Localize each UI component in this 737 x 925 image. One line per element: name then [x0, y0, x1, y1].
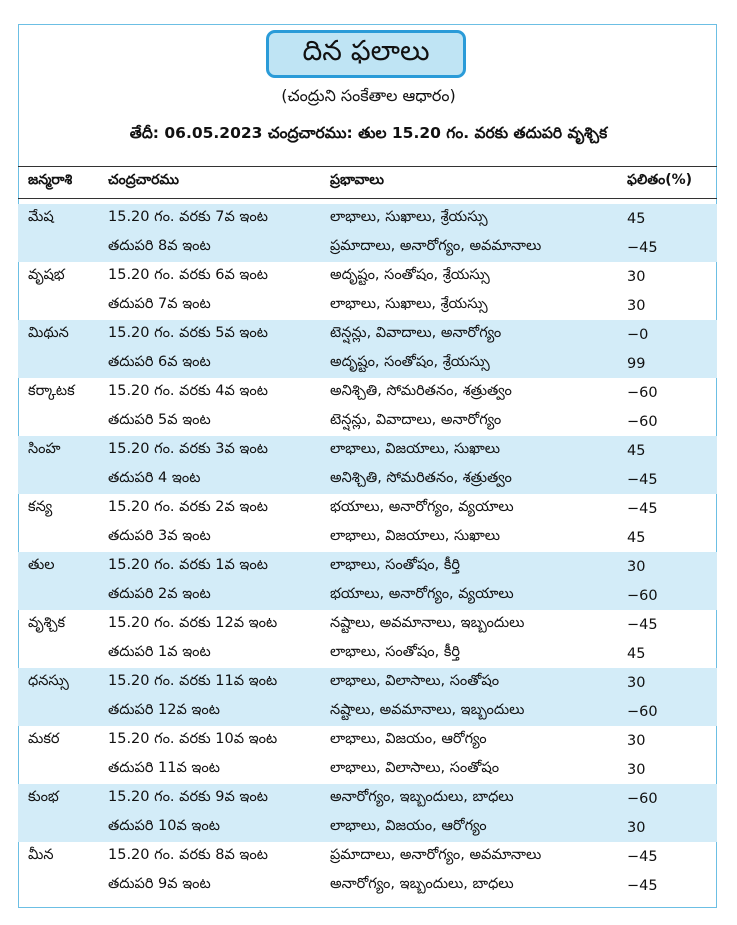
- table-top-rule: [18, 166, 717, 167]
- rasi-name: తుల: [28, 556, 55, 573]
- table-row: [18, 726, 717, 784]
- effects-text: లాభాలు, విజయాలు, సుఖాలు: [330, 440, 501, 457]
- effects-text: అనిశ్చితి, సోమరితనం, శత్రుత్వం: [330, 469, 512, 486]
- result-percent: −45: [627, 500, 658, 517]
- result-percent: 30: [627, 558, 646, 575]
- effects-text: అనిశ్చితి, సోమరితనం, శత్రుత్వం: [330, 382, 512, 399]
- chandra-position: 15.20 గం. వరకు 3వ ఇంట: [108, 440, 268, 457]
- row-line-first: [18, 494, 717, 523]
- effects-text: లాభాలు, సంతోషం, కీర్తి: [330, 556, 460, 573]
- row-line-second: [18, 233, 717, 262]
- result-percent: −60: [627, 413, 658, 430]
- result-percent: −45: [627, 239, 658, 256]
- chandra-position: తదుపరి 2వ ఇంట: [108, 585, 211, 602]
- header-prabhava: ప్రభావాలు: [330, 172, 384, 188]
- header-chandra: చంద్రచారము: [108, 172, 180, 188]
- effects-text: ప్రమాదాలు, అనారోగ్యం, అవమానాలు: [330, 237, 542, 254]
- rasi-name: కుంభ: [28, 788, 59, 805]
- rasi-name: మీన: [28, 846, 54, 863]
- effects-text: అదృష్టం, సంతోషం, శ్రేయస్సు: [330, 353, 490, 370]
- row-line-second: [18, 871, 717, 900]
- table-row: [18, 378, 717, 436]
- chandra-position: 15.20 గం. వరకు 11వ ఇంట: [108, 672, 278, 689]
- chandra-position: తదుపరి 3వ ఇంట: [108, 527, 211, 544]
- result-percent: 30: [627, 819, 646, 836]
- result-percent: 45: [627, 210, 646, 227]
- chandra-position: 15.20 గం. వరకు 7వ ఇంట: [108, 208, 268, 225]
- row-line-second: [18, 813, 717, 842]
- effects-text: అదృష్టం, సంతోషం, శ్రేయస్సు: [330, 266, 490, 283]
- row-line-second: [18, 697, 717, 726]
- result-percent: −60: [627, 384, 658, 401]
- effects-text: భయాలు, అనారోగ్యం, వ్యయాలు: [330, 498, 514, 515]
- row-line-first: [18, 842, 717, 871]
- chandra-position: తదుపరి 8వ ఇంట: [108, 237, 211, 254]
- table-row: [18, 668, 717, 726]
- row-line-first: [18, 668, 717, 697]
- row-line-first: [18, 320, 717, 349]
- effects-text: లాభాలు, విజయం, ఆరోగ్యం: [330, 817, 487, 834]
- effects-text: లాభాలు, సుఖాలు, శ్రేయస్సు: [330, 295, 488, 312]
- effects-text: లాభాలు, విలాసాలు, సంతోషం: [330, 759, 500, 776]
- effects-text: భయాలు, అనారోగ్యం, వ్యయాలు: [330, 585, 514, 602]
- row-line-first: [18, 436, 717, 465]
- result-percent: −45: [627, 471, 658, 488]
- result-percent: −60: [627, 587, 658, 604]
- effects-text: నష్టాలు, అవమానాలు, ఇబ్బందులు: [330, 614, 525, 631]
- effects-text: టెన్షన్లు, వివాదాలు, అనారోగ్యం: [330, 411, 502, 428]
- result-percent: −0: [627, 326, 649, 343]
- effects-text: లాభాలు, సంతోషం, కీర్తి: [330, 643, 460, 660]
- date-line: తేదీ: 06.05.2023 చంద్రచారము: తుల 15.20 గం. వరకు తదుపరి వృశ్చిక: [129, 124, 608, 142]
- row-line-second: [18, 291, 717, 320]
- table-row: [18, 436, 717, 494]
- chandra-position: 15.20 గం. వరకు 9వ ఇంట: [108, 788, 268, 805]
- chandra-position: 15.20 గం. వరకు 5వ ఇంట: [108, 324, 268, 341]
- row-line-first: [18, 726, 717, 755]
- effects-text: లాభాలు, విలాసాలు, సంతోషం: [330, 672, 500, 689]
- row-line-second: [18, 407, 717, 436]
- table-row: [18, 610, 717, 668]
- row-line-second: [18, 349, 717, 378]
- table-body: [18, 204, 717, 900]
- chandra-position: 15.20 గం. వరకు 1వ ఇంట: [108, 556, 268, 573]
- row-line-first: [18, 784, 717, 813]
- result-percent: 30: [627, 732, 646, 749]
- page-title: [266, 30, 466, 78]
- chandra-position: తదుపరి 4 ఇంట: [108, 469, 201, 486]
- result-percent: −60: [627, 790, 658, 807]
- chandra-position: 15.20 గం. వరకు 6వ ఇంట: [108, 266, 268, 283]
- effects-text: లాభాలు, విజయాలు, సుఖాలు: [330, 527, 501, 544]
- rasi-name: వృశ్చిక: [28, 614, 66, 631]
- effects-text: టెన్షన్లు, వివాదాలు, అనారోగ్యం: [330, 324, 502, 341]
- result-percent: −45: [627, 616, 658, 633]
- chandra-position: తదుపరి 7వ ఇంట: [108, 295, 211, 312]
- result-percent: −60: [627, 703, 658, 720]
- result-percent: 45: [627, 442, 646, 459]
- chandra-position: తదుపరి 10వ ఇంట: [108, 817, 220, 834]
- chandra-position: 15.20 గం. వరకు 12వ ఇంట: [108, 614, 278, 631]
- table-header-rule: [18, 198, 717, 199]
- chandra-position: తదుపరి 11వ ఇంట: [108, 759, 220, 776]
- table-row: [18, 494, 717, 552]
- rasi-name: సింహ: [28, 440, 61, 457]
- row-line-second: [18, 755, 717, 784]
- chandra-position: తదుపరి 6వ ఇంట: [108, 353, 211, 370]
- rasi-name: మేష: [28, 208, 54, 225]
- chandra-position: తదుపరి 5వ ఇంట: [108, 411, 211, 428]
- table-row: [18, 842, 717, 900]
- chandra-position: తదుపరి 12వ ఇంట: [108, 701, 220, 718]
- rasi-name: మిథున: [28, 324, 69, 341]
- row-line-first: [18, 610, 717, 639]
- row-line-second: [18, 523, 717, 552]
- result-percent: −45: [627, 848, 658, 865]
- chandra-position: తదుపరి 1వ ఇంట: [108, 643, 211, 660]
- table-row: [18, 552, 717, 610]
- chandra-position: 15.20 గం. వరకు 8వ ఇంట: [108, 846, 268, 863]
- row-line-first: [18, 378, 717, 407]
- rasi-name: కర్కాటక: [28, 382, 75, 399]
- header-rasi: జన్మరాశి: [28, 172, 73, 188]
- row-line-first: [18, 552, 717, 581]
- table-row: [18, 784, 717, 842]
- result-percent: −45: [627, 877, 658, 894]
- rasi-name: మకర: [28, 730, 60, 747]
- chandra-position: 15.20 గం. వరకు 10వ ఇంట: [108, 730, 278, 747]
- page-title-text: దిన ఫలాలు: [302, 34, 430, 67]
- result-percent: 45: [627, 645, 646, 662]
- rasi-name: వృషభ: [28, 266, 65, 283]
- result-percent: 30: [627, 761, 646, 778]
- header-phal: ఫలితం(%): [627, 172, 693, 188]
- rasi-name: ధనస్సు: [28, 672, 69, 689]
- row-line-first: [18, 262, 717, 291]
- result-percent: 99: [627, 355, 646, 372]
- row-line-second: [18, 465, 717, 494]
- subtitle: (చంద్రుని సంకేతాల ఆధారం): [281, 86, 456, 105]
- effects-text: అనారోగ్యం, ఇబ్బందులు, బాధలు: [330, 788, 514, 805]
- table-row: [18, 204, 717, 262]
- effects-text: ప్రమాదాలు, అనారోగ్యం, అవమానాలు: [330, 846, 542, 863]
- rasi-name: కన్య: [28, 498, 53, 515]
- row-line-second: [18, 639, 717, 668]
- result-percent: 45: [627, 529, 646, 546]
- row-line-second: [18, 581, 717, 610]
- effects-text: అనారోగ్యం, ఇబ్బందులు, బాధలు: [330, 875, 514, 892]
- row-line-first: [18, 204, 717, 233]
- chandra-position: 15.20 గం. వరకు 4వ ఇంట: [108, 382, 268, 399]
- chandra-position: తదుపరి 9వ ఇంట: [108, 875, 211, 892]
- chandra-position: 15.20 గం. వరకు 2వ ఇంట: [108, 498, 268, 515]
- result-percent: 30: [627, 674, 646, 691]
- table-row: [18, 262, 717, 320]
- effects-text: లాభాలు, సుఖాలు, శ్రేయస్సు: [330, 208, 488, 225]
- result-percent: 30: [627, 297, 646, 314]
- effects-text: నష్టాలు, అవమానాలు, ఇబ్బందులు: [330, 701, 525, 718]
- table-row: [18, 320, 717, 378]
- result-percent: 30: [627, 268, 646, 285]
- effects-text: లాభాలు, విజయం, ఆరోగ్యం: [330, 730, 487, 747]
